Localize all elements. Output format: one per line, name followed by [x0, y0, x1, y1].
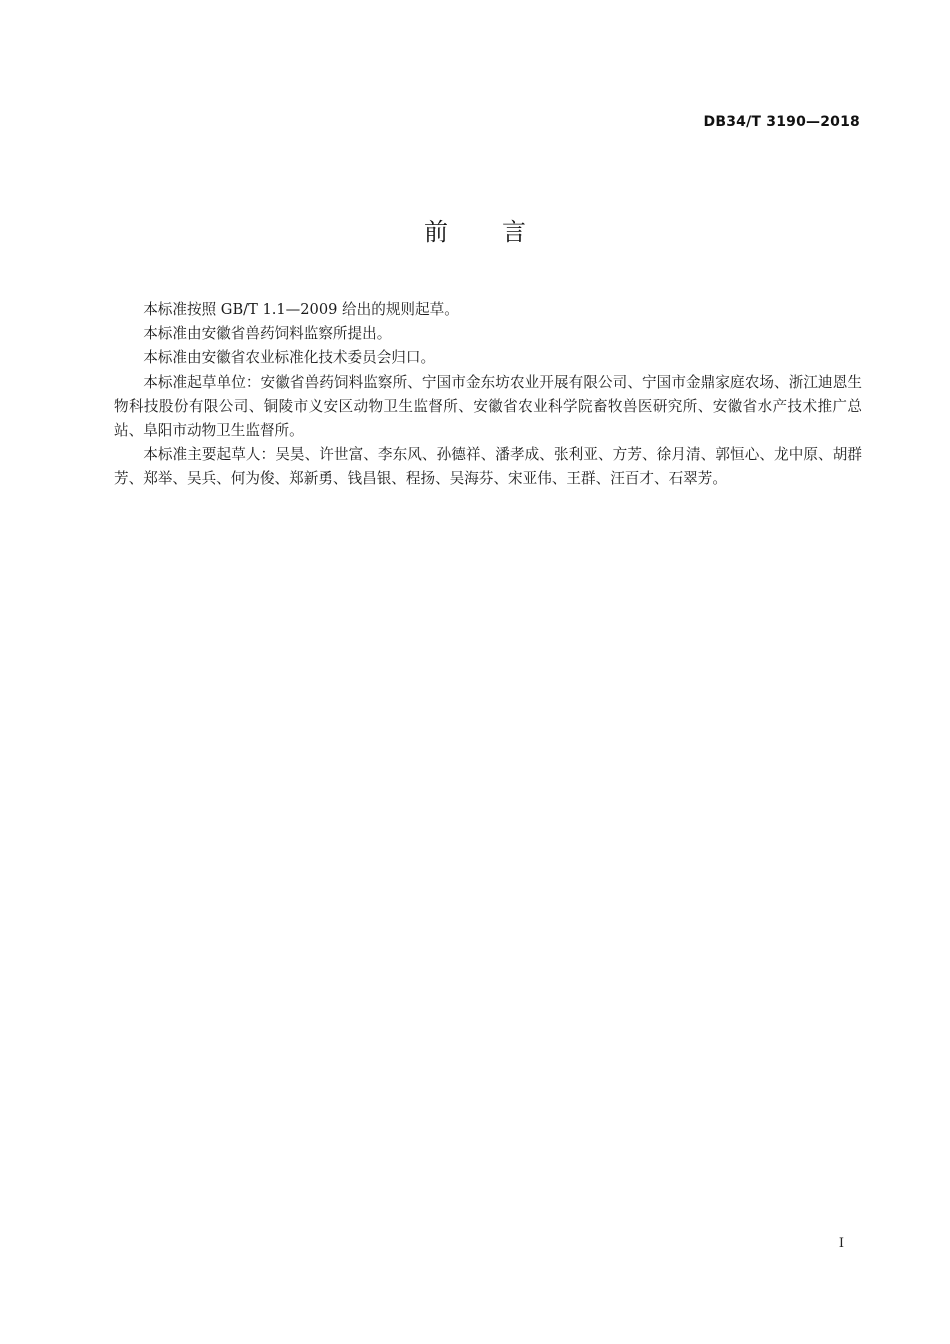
document-body — [114, 298, 862, 492]
paragraph-proposer: 本标准由安徽省兽药饲料监察所提出。 — [143, 325, 392, 343]
page-number: I — [838, 1236, 844, 1251]
section-title: 前言 — [424, 218, 580, 246]
standard-code: DB34/T 3190—2018 — [703, 114, 860, 130]
paragraph-drafting-units: 本标准起草单位：安徽省兽药饲料监察所、宁国市金东坊农业开展有限公司、宁国市金鼎家庭农场、浙江迪恩生物科技股份有限公司、铜陵市义安区动物卫生监督所、安徽省农业科学院畜牧兽医研究所、安徽省水产技术推广总站、阜阳市动物卫生监督所。 — [114, 373, 862, 440]
paragraph-drafting-rules: 本标准按照 GB/T 1.1—2009 给出的规则起草。 — [143, 301, 459, 318]
paragraph-centralized-unit: 本标准由安徽省农业标准化技术委员会归口。 — [143, 349, 436, 367]
paragraph-drafters: 本标准主要起草人：吴昊、许世富、李东风、孙德祥、潘孝成、张利亚、方芳、徐月清、郭恒心、龙中原、胡群芳、郑举、吴兵、何为俊、郑新勇、钱昌银、程扬、吴海芬、宋亚伟、王群、汪百才、石翠芳。 — [114, 446, 862, 488]
